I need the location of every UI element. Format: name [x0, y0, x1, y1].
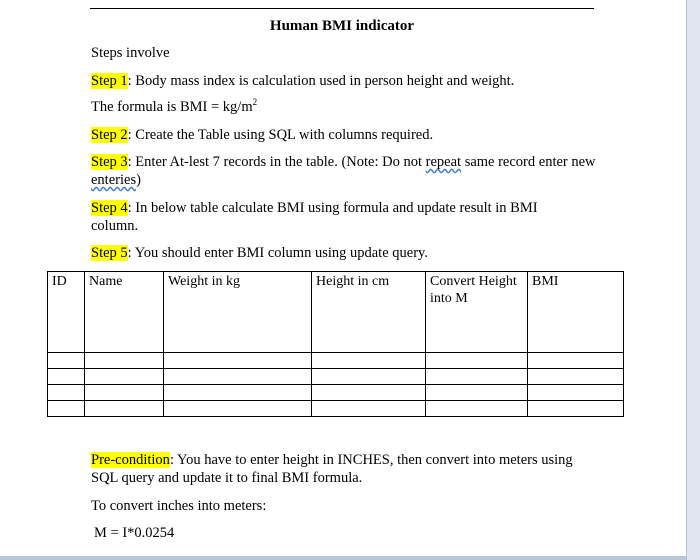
table-cell[interactable] — [528, 369, 624, 385]
table-row — [48, 385, 624, 401]
step-4 — [91, 199, 571, 235]
step-3-text-middle: same record enter new — [461, 154, 596, 170]
table-cell[interactable] — [528, 385, 624, 401]
step-3 — [91, 153, 603, 189]
table-cell[interactable] — [85, 369, 164, 385]
table-row — [48, 401, 624, 417]
table-cell[interactable] — [528, 353, 624, 369]
step-4-label: Step 4 — [91, 200, 128, 216]
step-3-text-after: ) — [136, 172, 141, 188]
header-height-cm: Height in cm — [312, 272, 426, 353]
table-cell[interactable] — [426, 385, 528, 401]
table-cell[interactable] — [528, 401, 624, 417]
precondition-label: Pre-condition — [91, 452, 170, 468]
header-height-m: Convert Height into M — [426, 272, 528, 353]
table-cell[interactable] — [312, 369, 426, 385]
step-5-label: Step 5 — [91, 245, 128, 261]
convert-note: To convert inches into meters: — [91, 498, 267, 514]
step-5-text: : You should enter BMI column using update query. — [127, 245, 428, 261]
table-cell[interactable] — [426, 401, 528, 417]
window-bottom-edge — [0, 556, 686, 560]
formula-superscript: 2 — [252, 97, 258, 108]
step-4-text: : In below table calculate BMI using formula and update result in BMI column. — [91, 200, 538, 234]
precondition-text: : You have to enter height in INCHES, then convert into meters using SQL query and update it to final BMI formula. — [91, 452, 573, 486]
intro-text: Steps involve — [91, 45, 170, 61]
header-bmi: BMI — [528, 272, 624, 353]
table-cell[interactable] — [312, 401, 426, 417]
step-2-text: : Create the Table using SQL with columns required. — [127, 127, 434, 143]
table-cell[interactable] — [164, 369, 312, 385]
table-cell[interactable] — [426, 369, 528, 385]
header-id: ID — [48, 272, 85, 353]
table-cell[interactable] — [426, 353, 528, 369]
formula-line — [91, 98, 601, 116]
header-name: Name — [85, 272, 164, 353]
table-row — [48, 353, 624, 369]
table-cell[interactable] — [164, 401, 312, 417]
table-cell[interactable] — [312, 385, 426, 401]
table-cell[interactable] — [48, 369, 85, 385]
table-cell[interactable] — [85, 353, 164, 369]
header-rule — [90, 8, 594, 9]
spellcheck-word-repeat[interactable]: repeat — [425, 154, 462, 170]
table-cell[interactable] — [48, 401, 85, 417]
table-cell[interactable] — [312, 353, 426, 369]
table-cell[interactable] — [85, 385, 164, 401]
precondition — [91, 451, 603, 487]
step-2 — [91, 126, 601, 144]
table-cell[interactable] — [85, 401, 164, 417]
table-cell[interactable] — [164, 385, 312, 401]
step-1-text: : Body mass index is calculation used in person height and weight. — [127, 73, 515, 89]
vertical-scrollbar[interactable] — [686, 0, 700, 560]
convert-formula: M = I*0.0254 — [94, 525, 175, 541]
table-cell[interactable] — [48, 385, 85, 401]
header-weight: Weight in kg — [164, 272, 312, 353]
table-header-row — [48, 272, 624, 353]
spellcheck-word-enteries[interactable]: enteries — [91, 172, 137, 188]
table-cell[interactable] — [48, 353, 85, 369]
bmi-table — [47, 271, 624, 417]
step-3-label: Step 3 — [91, 154, 128, 170]
step-3-text-before: : Enter At-lest 7 records in the table. (Note: Do not — [127, 154, 426, 170]
formula-text: The formula is BMI = kg/m — [91, 99, 253, 115]
step-5 — [91, 244, 601, 262]
table-row — [48, 369, 624, 385]
step-1 — [91, 72, 601, 90]
document-title: Human BMI indicator — [269, 18, 415, 34]
table-cell[interactable] — [164, 353, 312, 369]
step-2-label: Step 2 — [91, 127, 128, 143]
step-1-label: Step 1 — [91, 73, 128, 89]
